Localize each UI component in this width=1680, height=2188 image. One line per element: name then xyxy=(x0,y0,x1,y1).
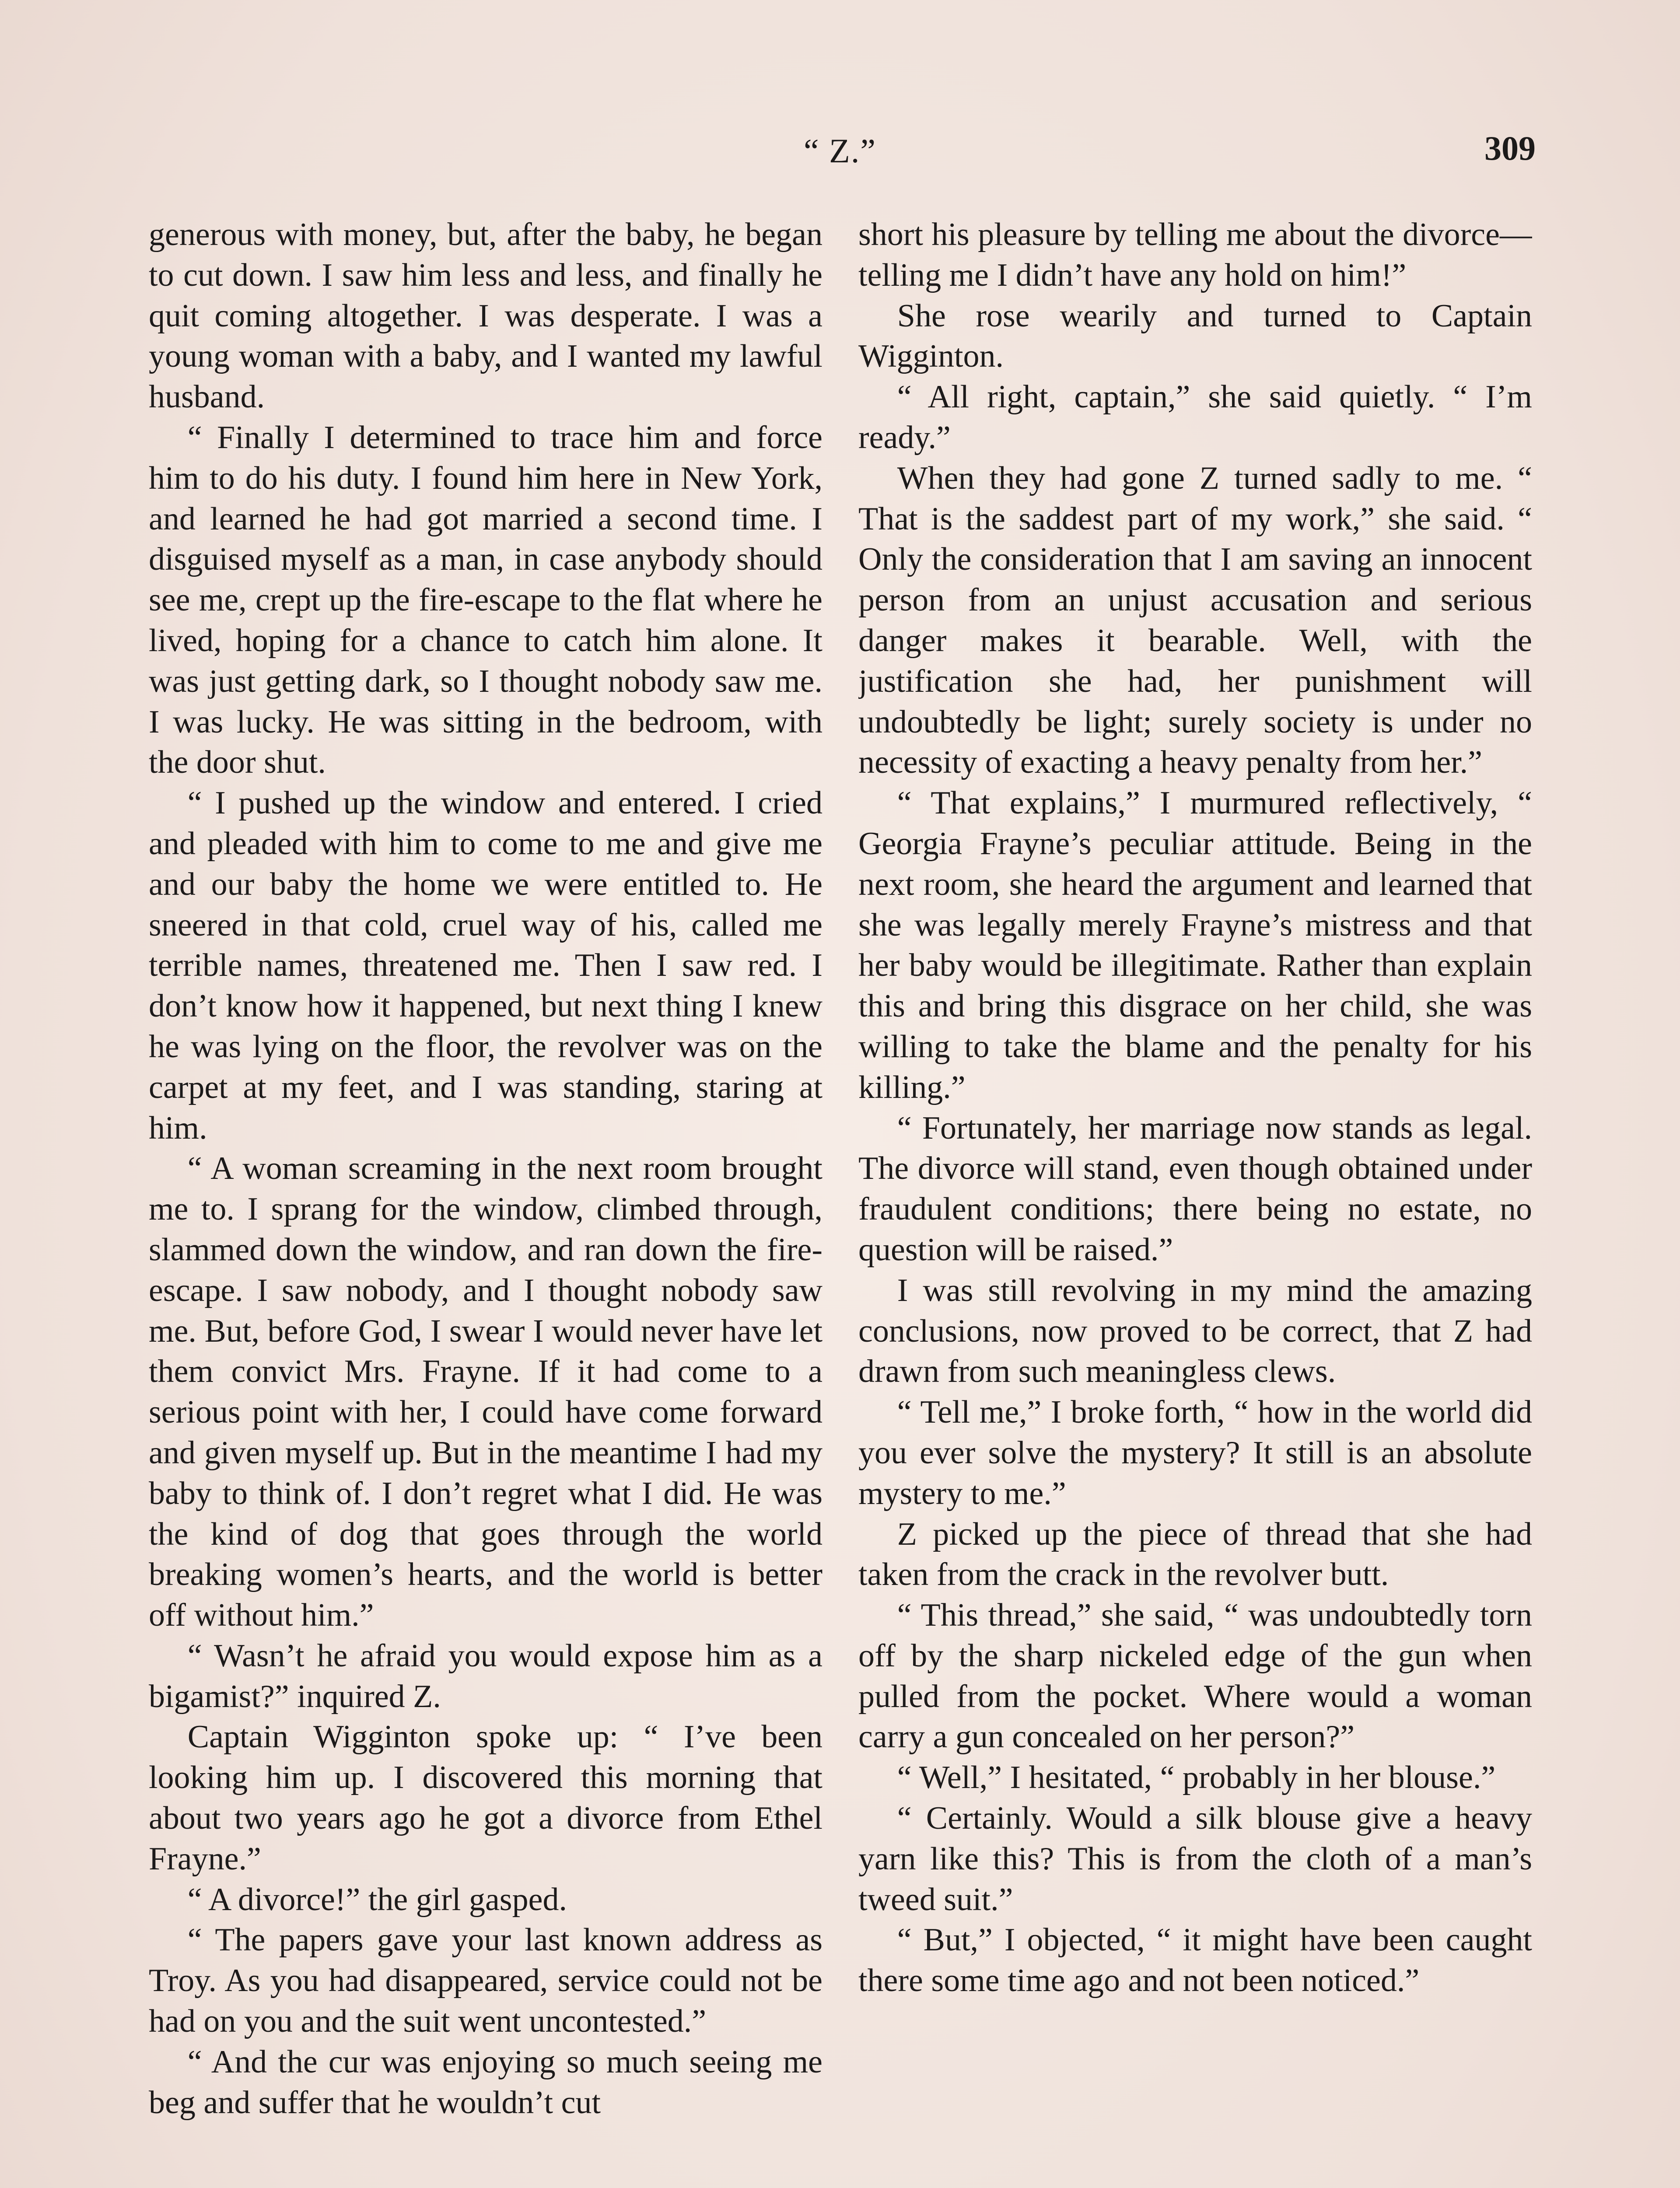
paragraph: generous with money, but, after the baby, he began to cut down. I saw him less and less, and finally he quit coming altogether. I was desperate. I was a young woman with a baby, and I wanted my lawful husband. xyxy=(149,217,822,415)
paragraph: “ But,” I objected, “ it might have been caught there some time ago and not been noticed.” xyxy=(858,1922,1532,1999)
paragraph: “ Certainly. Would a silk blouse give a heavy yarn like this? This is from the cloth of a man’s tweed suit.” xyxy=(858,1800,1532,1918)
paragraph: short his pleasure by telling me about the divorce—telling me I didn’t have any hold on him!” xyxy=(858,217,1532,293)
paragraph: “ The papers gave your last known address as Troy. As you had disappeared, service could not be had on you and the suit went uncontested.” xyxy=(149,1922,822,2040)
left-text-column xyxy=(149,214,822,2188)
paragraph: “ I pushed up the window and entered. I cried and pleaded with him to come to me and give me and our baby the home we were entitled to. He sneered in that cold, cruel way of his, called me terrible names, threatened me. Then I saw red. I don’t know how it happened, but next thing I knew he was lying on the floor, the revolver was on the carpet at my feet, and I was standing, staring at him. xyxy=(149,785,822,1146)
paragraph: “ Finally I determined to trace him and force him to do his duty. I found him here in New York, and learned he had got married a second time. I disguised myself as a man, in case anybody should see me, crept up the fire-escape to the flat where he lived, hoping for a chance to catch him alone. It was just getting dark, so I thought nobody saw me. I was lucky. He was sitting in the bedroom, with the door shut. xyxy=(149,419,822,781)
running-head-title: “ Z.” xyxy=(804,132,876,170)
paragraph: “ Fortunately, her marriage now stands as legal. The divorce will stand, even though obtained under fraudulent conditions; there being no estate, no question will be raised.” xyxy=(858,1110,1532,1268)
paragraph: “ And the cur was enjoying so much seeing me beg and suffer that he wouldn’t cut xyxy=(149,2044,822,2121)
right-text-column xyxy=(858,214,1532,2188)
paragraph: “ All right, captain,” she said quietly. “ I’m ready.” xyxy=(858,379,1532,456)
paragraph: “ Well,” I hesitated, “ probably in her blouse.” xyxy=(897,1760,1496,1796)
paragraph: “ Tell me,” I broke forth, “ how in the world did you ever solve the mystery? It still is an absolute mystery to me.” xyxy=(858,1394,1532,1511)
paragraph: “ A divorce!” the girl gasped. xyxy=(187,1881,567,1918)
paragraph: “ Wasn’t he afraid you would expose him as a bigamist?” inquired Z. xyxy=(149,1637,822,1715)
paragraph: “ A woman screaming in the next room brought me to. I sprang for the window, climbed through, slammed down the window, and ran down the fire-escape. I saw nobody, and I thought nobody saw me. But, before God, I swear I would never have let them convict Mrs. Frayne. If it had come to a serious point with her, I could have come forward and given myself up. But in the meantime I had my baby to think of. I don’t regret what I did. He was the kind of dog that goes through the world breaking women’s hearts, and the world is better off without him.” xyxy=(149,1150,822,1634)
paragraph: Z picked up the piece of thread that she had taken from the crack in the revolver butt. xyxy=(858,1516,1532,1593)
paragraph: Captain Wigginton spoke up: “ I’ve been looking him up. I discovered this morning that about two years ago he got a divorce from Ethel Frayne.” xyxy=(149,1719,822,1877)
paragraph: I was still revolving in my mind the amazing conclusions, now proved to be correct, that Z had drawn from such meaningless clews. xyxy=(858,1272,1532,1390)
paragraph: “ This thread,” she said, “ was undoubtedly torn off by the sharp nickeled edge of the gun when pulled from the pocket. Where would a woman carry a gun concealed on her person?” xyxy=(858,1597,1532,1755)
paragraph: She rose wearily and turned to Captain Wigginton. xyxy=(858,298,1532,375)
paragraph: When they had gone Z turned sadly to me. “ That is the saddest part of my work,” she said. “ Only the consideration that I am saving an innocent person from an unjust accusation and serious danger makes it bearable. Well, with the justification she had, her punishment will undoubtedly be light; surely society is under no necessity of exacting a heavy penalty from her.” xyxy=(858,460,1532,781)
page-number: 309 xyxy=(1484,129,1536,167)
running-head xyxy=(0,131,1680,184)
paragraph: “ That explains,” I murmured reflectively, “ Georgia Frayne’s peculiar attitude. Being in the next room, she heard the argument and learned that she was legally merely Frayne’s mistress and that her baby would be illegitimate. Rather than explain this and bring this disgrace on her child, she was willing to take the blame and the penalty for his killing.” xyxy=(858,785,1532,1105)
